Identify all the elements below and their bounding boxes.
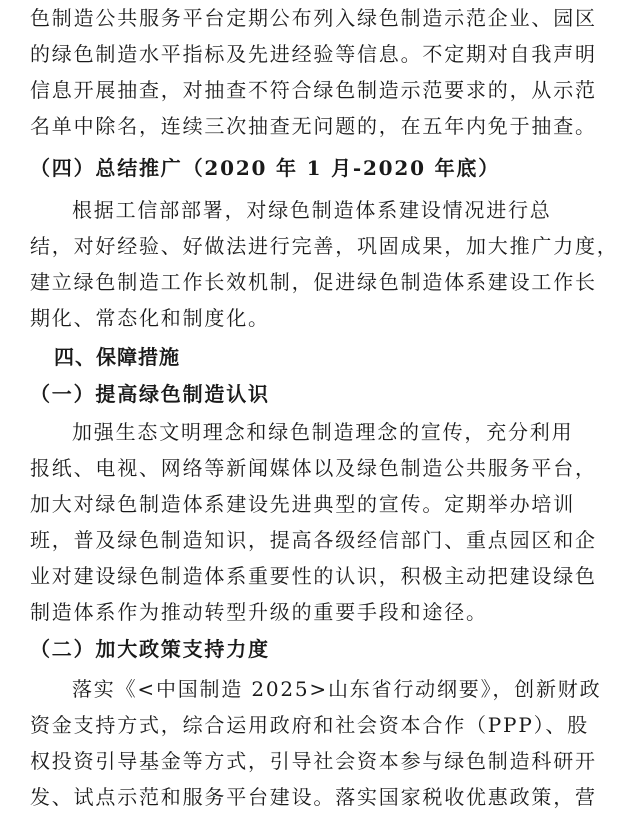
subsection-heading-awareness: （一）提高绿色制造认识 xyxy=(30,382,270,406)
paragraph-line: 发、试点示范和服务平台建设。落实国家税收优惠政策，营 xyxy=(30,785,597,809)
paragraph-line: 资金支持方式，综合运用政府和社会资本合作（PPP）、股 xyxy=(30,713,589,737)
paragraph-line: 名单中除名，连续三次抽查无问题的，在五年内免于抽查。 xyxy=(30,114,597,138)
paragraph-line: 的绿色制造水平指标及先进经验等信息。不定期对自我声明 xyxy=(30,42,597,66)
paragraph-line: 色制造公共服务平台定期公布列入绿色制造示范企业、园区 xyxy=(30,6,597,30)
paragraph-line: 根据工信部部署，对绿色制造体系建设情况进行总 xyxy=(72,198,552,222)
paragraph-line: 落实《<中国制造 2025>山东省行动纲要》，创新财政 xyxy=(72,677,602,701)
paragraph-line: 信息开展抽查，对抽查不符合绿色制造示范要求的，从示范 xyxy=(30,78,597,102)
paragraph-line: 班，普及绿色制造知识，提高各级经信部门、重点园区和企 xyxy=(30,528,597,552)
paragraph-line: 权投资引导基金等方式，引导社会资本参与绿色制造科研开 xyxy=(30,749,597,773)
paragraph-line: 期化、常态化和制度化。 xyxy=(30,306,270,330)
paragraph-line: 加强生态文明理念和绿色制造理念的宣传，充分利用 xyxy=(72,420,574,444)
section-heading-summary: （四）总结推广（2020 年 1 月-2020 年底） xyxy=(30,156,500,180)
paragraph-line: 加大对绿色制造体系建设先进典型的宣传。定期举办培训 xyxy=(30,492,575,516)
paragraph-line: 业对建设绿色制造体系重要性的认识，积极主动把建设绿色 xyxy=(30,564,597,588)
subsection-heading-policy: （二）加大政策支持力度 xyxy=(30,637,270,661)
paragraph-line: 报纸、电视、网络等新闻媒体以及绿色制造公共服务平台， xyxy=(30,456,597,480)
paragraph-line: 制造体系作为推动转型升级的重要手段和途径。 xyxy=(30,600,488,624)
paragraph-line: 建立绿色制造工作长效机制，促进绿色制造体系建设工作长 xyxy=(30,270,597,294)
paragraph-line: 结，对好经验、好做法进行完善，巩固成果，加大推广力度， xyxy=(30,234,619,258)
section-heading-safeguards: 四、保障措施 xyxy=(54,345,180,369)
